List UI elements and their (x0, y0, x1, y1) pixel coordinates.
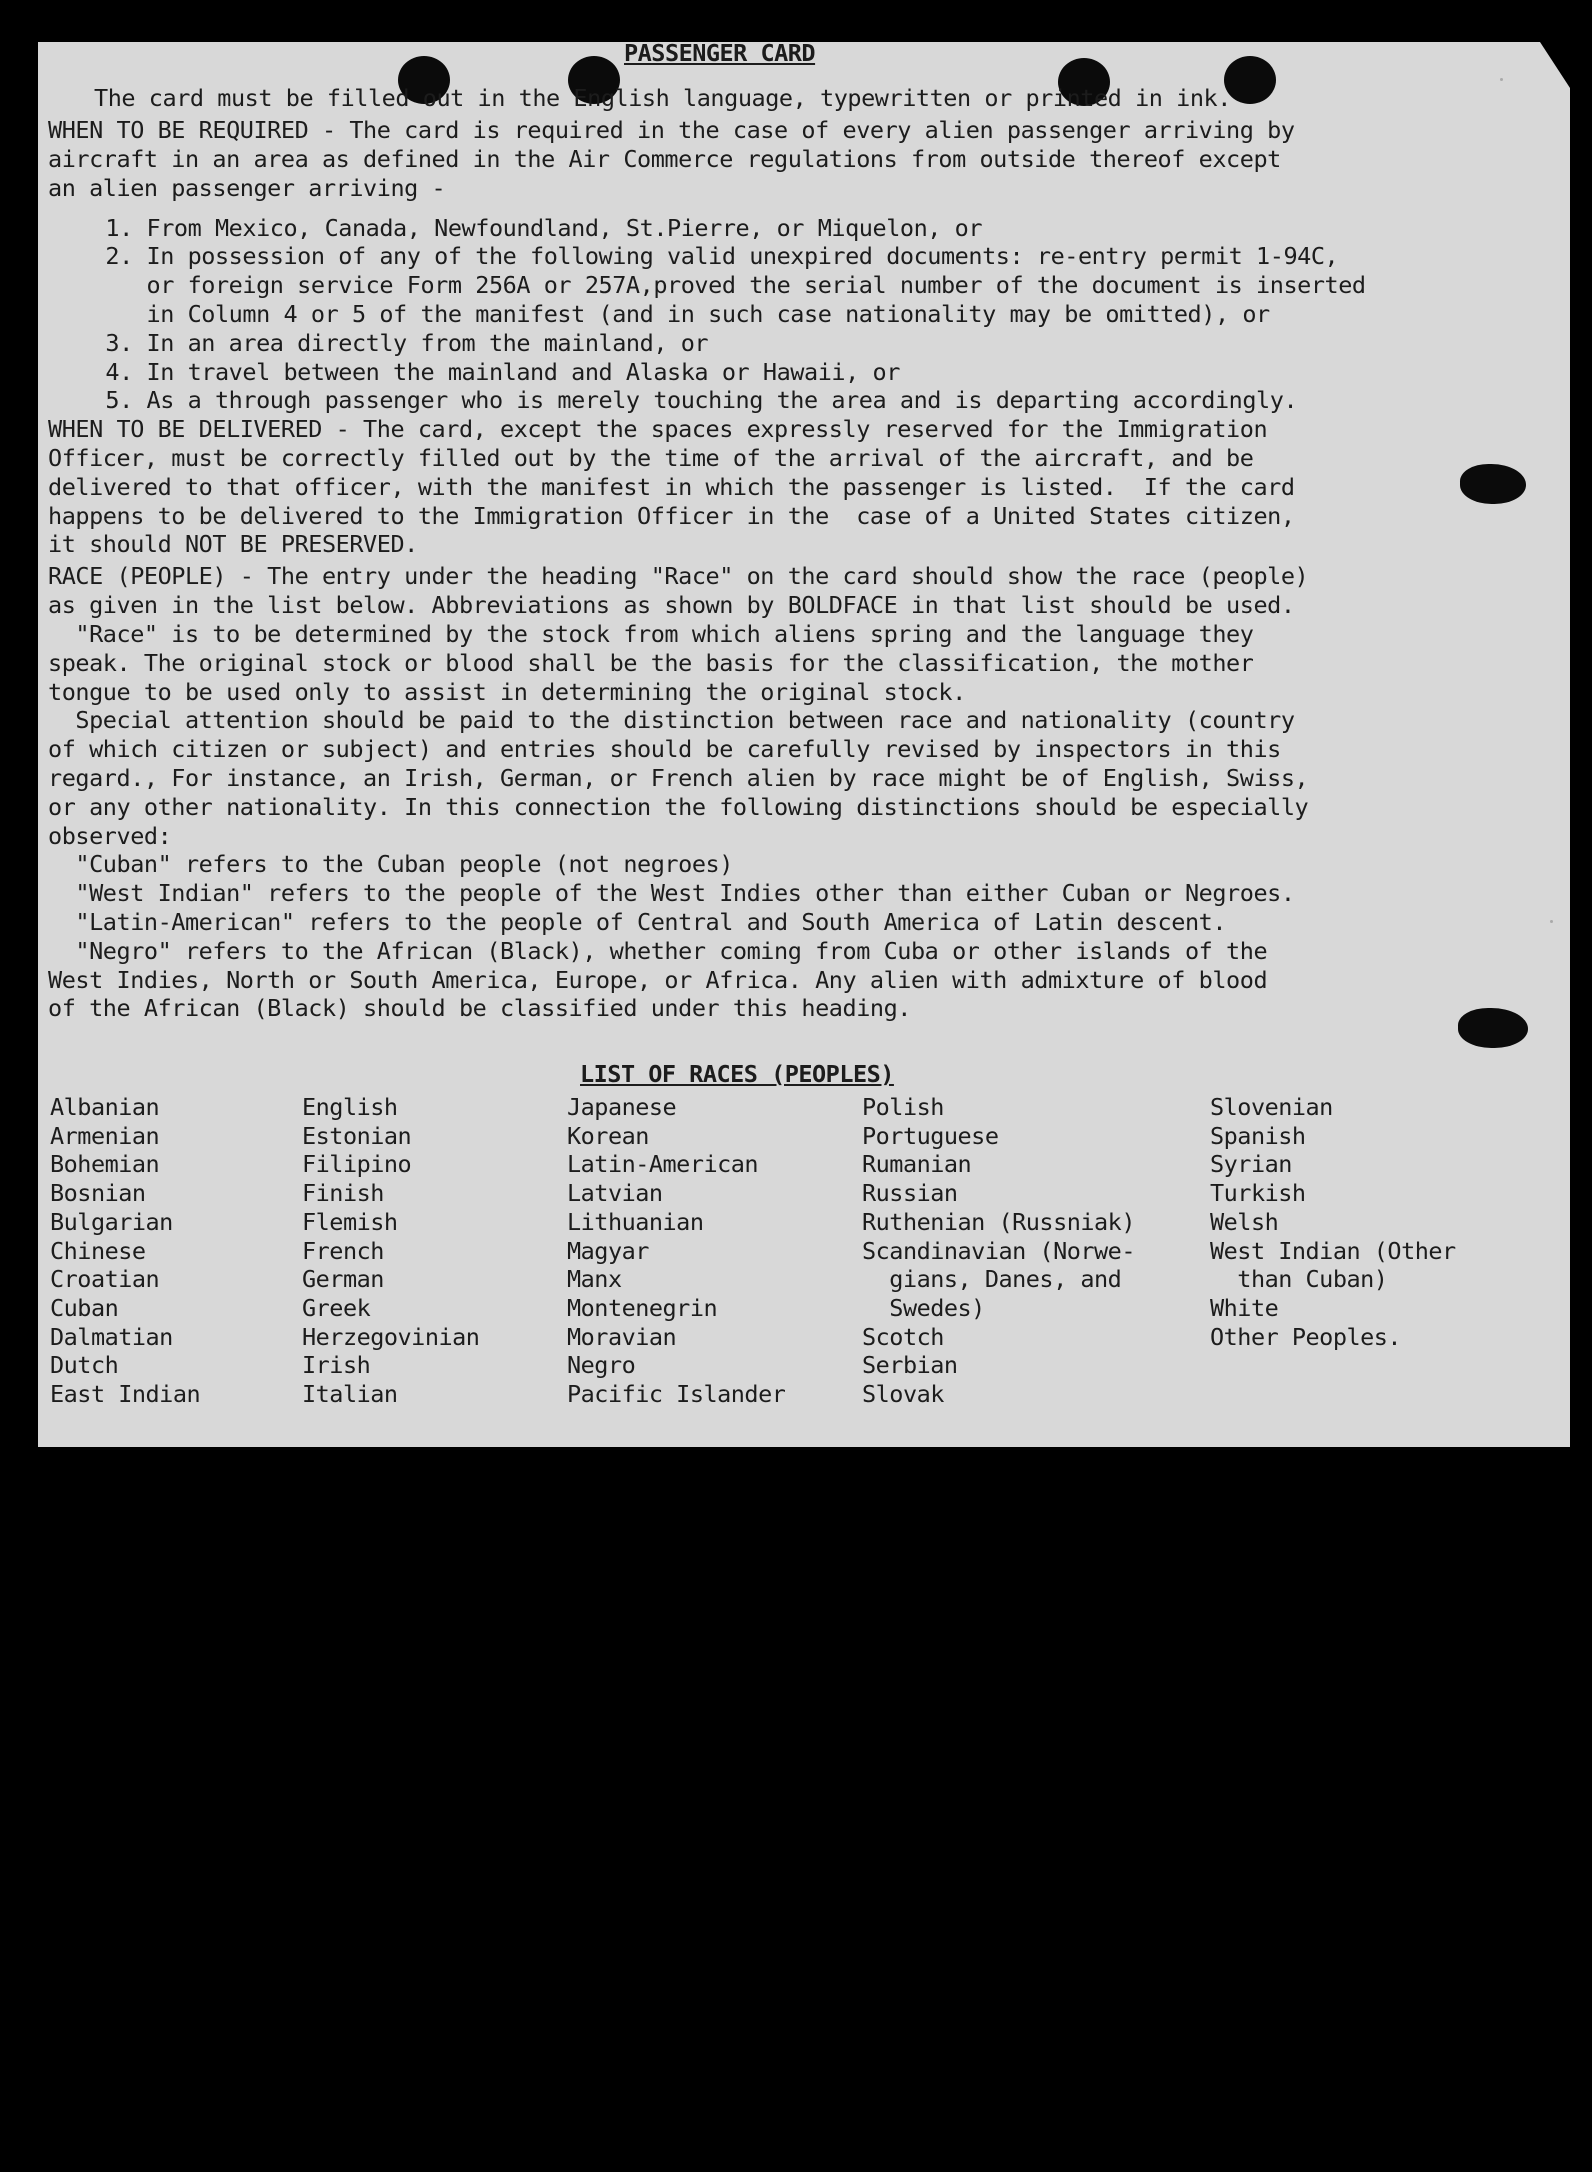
instruction-line: 1. From Mexico, Canada, Newfoundland, St.Pierre, or Miquelon, or (78, 213, 983, 242)
race-item: Spanish (1210, 1121, 1306, 1150)
race-item: Latin-American (567, 1150, 759, 1179)
race-item: Serbian (862, 1351, 958, 1380)
race-item: Moravian (567, 1322, 677, 1351)
races-column-5 (1210, 1093, 1456, 1351)
instruction-line: West Indies, North or South America, Europe, or Africa. Any alien with admixture of blood (48, 965, 1268, 994)
race-item: Syrian (1210, 1150, 1292, 1179)
instruction-line: observed: (48, 821, 172, 850)
instruction-line: RACE (PEOPLE) - The entry under the heading "Race" on the card should show the race (people) (48, 562, 1309, 591)
race-item: French (302, 1236, 384, 1265)
race-item: German (302, 1265, 384, 1294)
instruction-line: 5. As a through passenger who is merely touching the area and is departing accordingly. (78, 386, 1298, 415)
race-item: Manx (567, 1265, 622, 1294)
instruction-line: happens to be delivered to the Immigration Officer in the case of a United States citizen, (48, 501, 1295, 530)
race-item: Scotch (862, 1322, 944, 1351)
race-item: Flemish (302, 1207, 398, 1236)
instruction-line: "Cuban" refers to the Cuban people (not negroes) (48, 850, 733, 879)
race-item: Negro (567, 1351, 636, 1380)
race-item: Japanese (567, 1093, 677, 1121)
race-item: Slovak (862, 1380, 944, 1409)
instruction-line: as given in the list below. Abbreviations as shown by BOLDFACE in that list should be used. (48, 591, 1295, 620)
instruction-line: "Negro" refers to the African (Black), whether coming from Cuba or other islands of the (48, 936, 1268, 965)
race-item: Irish (302, 1351, 371, 1380)
race-item: Ruthenian (Russniak) (862, 1207, 1135, 1236)
race-item: Dalmatian (50, 1322, 173, 1351)
race-item: Pacific Islander (567, 1380, 786, 1409)
race-item: than Cuban) (1210, 1265, 1388, 1294)
list-heading: LIST OF RACES (PEOPLES) (580, 1060, 894, 1088)
race-item: Chinese (50, 1236, 146, 1265)
instruction-line: of the African (Black) should be classified under this heading. (48, 994, 911, 1023)
race-item: Bohemian (50, 1150, 160, 1179)
race-item: Latvian (567, 1179, 663, 1208)
race-item: Cuban (50, 1293, 119, 1322)
race-item: Scandinavian (Norwe- (862, 1236, 1135, 1265)
race-item: Croatian (50, 1265, 160, 1294)
instruction-line: regard., For instance, an Irish, German, or French alien by race might be of English, Swiss, (48, 764, 1309, 792)
race-item: Montenegrin (567, 1293, 718, 1322)
instruction-line: WHEN TO BE DELIVERED - The card, except the spaces expressly reserved for the Immigration (48, 415, 1268, 444)
passenger-card (38, 42, 1570, 1447)
race-item: White (1210, 1293, 1279, 1322)
race-item: Welsh (1210, 1207, 1279, 1236)
race-item: Bulgarian (50, 1207, 173, 1236)
race-item: East Indian (50, 1380, 201, 1409)
instruction-line: or any other nationality. In this connection the following distinctions should be especially (48, 792, 1309, 821)
race-item: Herzegovinian (302, 1322, 480, 1351)
instruction-line: speak. The original stock or blood shall be the basis for the classification, the mother (48, 648, 1254, 677)
instruction-line: "Latin-American" refers to the people of Central and South America of Latin descent. (48, 908, 1227, 936)
instruction-line: "West Indian" refers to the people of the West Indies other than either Cuban or Negroes. (48, 879, 1295, 908)
clipped-corner (1540, 42, 1570, 88)
race-item: Polish (862, 1093, 944, 1121)
races-column-3 (567, 1093, 785, 1409)
race-item: Slovenian (1210, 1093, 1333, 1121)
instruction-line: aircraft in an area as defined in the Air Commerce regulations from outside thereof except (48, 144, 1281, 173)
instruction-line: 2. In possession of any of the following valid unexpired documents: re-entry permit 1-94C, (78, 242, 1339, 271)
instruction-line: or foreign service Form 256A or 257A,proved the serial number of the document is inserted (78, 271, 1366, 300)
race-item: Greek (302, 1293, 371, 1322)
instruction-line: of which citizen or subject) and entries should be carefully revised by inspectors in this (48, 735, 1281, 764)
race-item: Estonian (302, 1121, 412, 1150)
speck (1550, 920, 1553, 923)
punch-hole (1224, 56, 1276, 104)
ink-blot (1460, 464, 1526, 504)
instruction-line: in Column 4 or 5 of the manifest (and in such case nationality may be omitted), or (78, 300, 1270, 328)
instruction-line: "Race" is to be determined by the stock from which aliens spring and the language they (48, 620, 1254, 648)
speck (1500, 78, 1503, 81)
intro-text: The card must be filled out in the English language, typewritten or printed in ink. (94, 84, 1231, 112)
races-column-1 (50, 1093, 200, 1409)
race-item: Albanian (50, 1093, 160, 1121)
race-item: Italian (302, 1380, 398, 1409)
race-item: Rumanian (862, 1150, 972, 1179)
race-item: Lithuanian (567, 1207, 704, 1236)
race-item: Magyar (567, 1236, 649, 1265)
instruction-line: 4. In travel between the mainland and Alaska or Hawaii, or (78, 357, 900, 386)
instruction-line: delivered to that officer, with the manifest in which the passenger is listed. If the card (48, 472, 1295, 501)
race-item: Russian (862, 1179, 958, 1208)
instruction-line: an alien passenger arriving - (48, 173, 446, 202)
race-item: Dutch (50, 1351, 119, 1380)
instruction-line: it should NOT BE PRESERVED. (48, 530, 418, 559)
instruction-line: tongue to be used only to assist in determining the original stock. (48, 677, 966, 706)
race-item: West Indian (Other (1210, 1236, 1456, 1265)
race-item: gians, Danes, and (862, 1265, 1122, 1294)
race-item: Armenian (50, 1121, 160, 1150)
race-item: Swedes) (862, 1293, 985, 1322)
instruction-line: Officer, must be correctly filled out by the time of the arrival of the aircraft, and be (48, 444, 1254, 472)
race-item: Filipino (302, 1150, 412, 1179)
race-item: Other Peoples. (1210, 1322, 1402, 1351)
instruction-line: WHEN TO BE REQUIRED - The card is required in the case of every alien passenger arriving by (48, 116, 1295, 144)
instruction-line: 3. In an area directly from the mainland, or (78, 328, 709, 357)
races-column-2 (302, 1093, 479, 1409)
race-item: Finish (302, 1179, 384, 1208)
ink-blot (1458, 1008, 1528, 1048)
instruction-line: Special attention should be paid to the distinction between race and nationality (country (48, 706, 1295, 735)
race-item: Korean (567, 1121, 649, 1150)
race-item: Bosnian (50, 1179, 146, 1208)
race-item: Portuguese (862, 1121, 999, 1150)
race-item: English (302, 1093, 398, 1121)
races-column-4 (862, 1093, 1135, 1409)
race-item: Turkish (1210, 1179, 1306, 1208)
card-title: PASSENGER CARD (624, 42, 816, 67)
